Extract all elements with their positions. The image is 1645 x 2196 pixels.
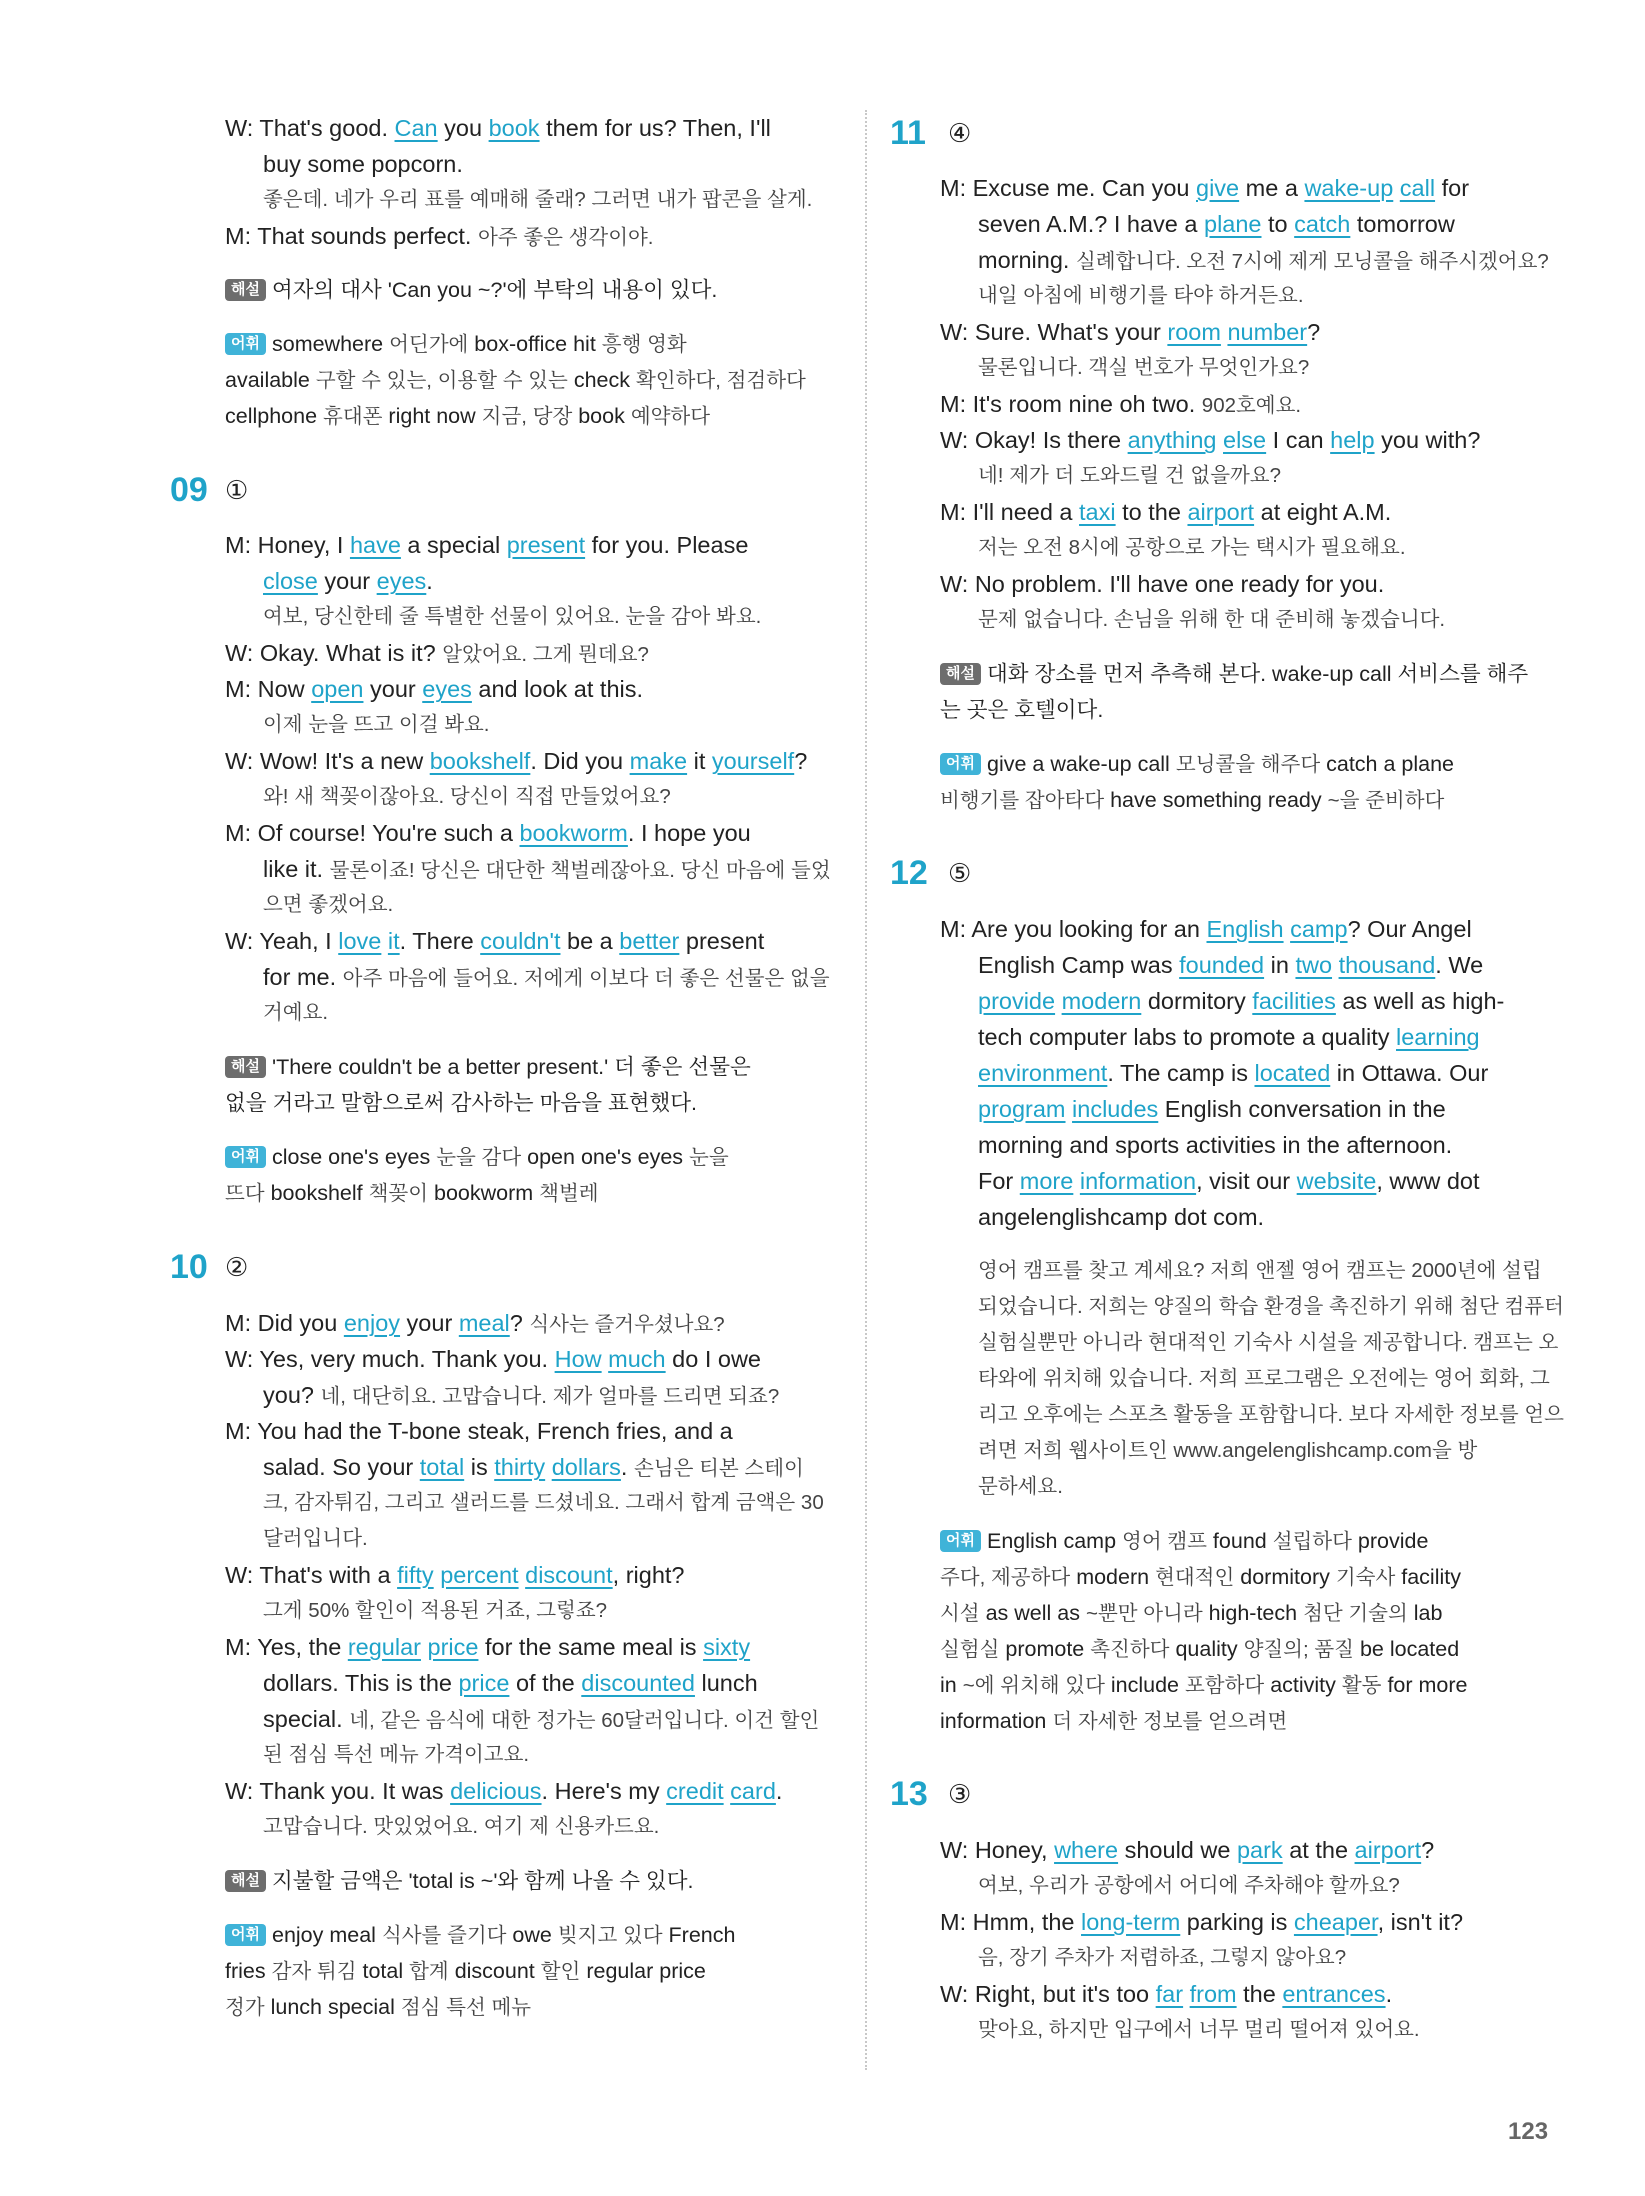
korean-translation: 네! 제가 더 도와드릴 건 없을까요?: [978, 464, 1282, 487]
dialogue-line: M: It's room nine oh two. 902호예요.: [940, 391, 1302, 417]
dialogue-line: close your eyes.: [263, 568, 433, 594]
vocabulary-note: 어휘 enjoy meal 식사를 즐기다 owe 빚지고 있다 French: [225, 1917, 735, 1954]
blank-answer: sixty: [703, 1634, 751, 1660]
dialogue-line: like it. 물론이죠! 당신은 대단한 책벌레잖아요. 당신 마음에 들었: [263, 856, 831, 882]
blank-answer: bookworm: [519, 820, 628, 846]
dialogue-line: salad. So your total is thirty dollars. 손님은 티본 스테이: [263, 1454, 804, 1480]
korean-translation: 거예요.: [263, 1001, 329, 1024]
blank-answer: website: [1296, 1168, 1377, 1194]
dialogue-line: M: Of course! You're such a bookworm. I hope you: [225, 820, 751, 846]
answer-mark: ②: [225, 1252, 249, 1282]
korean-translation: 문제 없습니다. 손님을 위해 한 대 준비해 놓겠습니다.: [978, 608, 1446, 631]
blank-answer: much: [608, 1346, 666, 1372]
blank-answer: room: [1167, 319, 1221, 345]
blank-answer: make: [629, 748, 688, 774]
vocabulary-note: 뜨다 bookshelf 책꽂이 bookworm 책벌레: [225, 1181, 599, 1205]
page-number: 123: [1508, 2118, 1549, 2145]
blank-answer: founded: [1179, 952, 1265, 978]
korean-translation: 달러입니다.: [263, 1527, 368, 1550]
dialogue-line: W: No problem. I'll have one ready for you.: [940, 571, 1385, 597]
dialogue-line: buy some popcorn.: [263, 151, 463, 177]
explanation-tag: 해설: [225, 1870, 266, 1892]
dialogue-line: W: Okay! Is there anything else I can help you with?: [940, 427, 1481, 453]
blank-answer: regular: [347, 1634, 421, 1660]
blank-answer: includes: [1072, 1096, 1159, 1122]
vocabulary-note: available 구할 수 있는, 이용할 수 있는 check 확인하다, 점검하다: [225, 368, 806, 392]
blank-answer: enjoy: [343, 1310, 401, 1336]
blank-answer: English: [1206, 916, 1284, 942]
blank-answer: How: [554, 1346, 602, 1372]
dialogue-line: provide modern dormitory facilities as well as high-: [978, 988, 1505, 1014]
vocabulary-note: in ~에 위치해 있다 include 포함하다 activity 활동 for more: [940, 1673, 1468, 1697]
dialogue-line: environment. The camp is located in Ottawa. Our: [978, 1060, 1489, 1086]
dialogue-line: tech computer labs to promote a quality learning: [978, 1024, 1480, 1050]
vocabulary-tag: 어휘: [225, 1924, 266, 1946]
dialogue-line: W: Sure. What's your room number?: [940, 319, 1321, 345]
blank-answer: entrances: [1282, 1981, 1386, 2007]
blank-answer: learning: [1396, 1024, 1480, 1050]
blank-answer: far: [1155, 1981, 1184, 2007]
blank-answer: from: [1189, 1981, 1237, 2007]
dialogue-line: for me. 아주 마음에 들어요. 저에게 이보다 더 좋은 선물은 없을: [263, 964, 830, 990]
vocabulary-note: 시설 as well as ~뿐만 아니라 high-tech 첨단 기술의 lab: [940, 1601, 1443, 1625]
question-number: 13: [890, 1775, 928, 1813]
dialogue-line: special. 네, 같은 음식에 대한 정가는 60달러입니다. 이건 할인: [263, 1706, 820, 1732]
vocabulary-tag: 어휘: [940, 753, 981, 775]
blank-answer: fifty: [397, 1562, 434, 1588]
dialogue-line: For more information, visit our website, www dot: [978, 1168, 1480, 1194]
blank-answer: close: [263, 568, 318, 594]
korean-translation: 와! 새 책꽂이잖아요. 당신이 직접 만들었어요?: [263, 785, 671, 808]
blank-answer: price: [458, 1670, 510, 1696]
blank-answer: book: [488, 115, 540, 141]
blank-answer: taxi: [1079, 499, 1116, 525]
dialogue-line: W: Thank you. It was delicious. Here's my credit card.: [225, 1778, 783, 1804]
answer-mark: ③: [948, 1779, 972, 1809]
vocabulary-note: 어휘 close one's eyes 눈을 감다 open one's eyes 눈을: [225, 1139, 729, 1176]
blank-answer: program: [978, 1096, 1066, 1122]
korean-translation: 으면 좋겠어요.: [263, 893, 394, 916]
vocabulary-note: 주다, 제공하다 modern 현대적인 dormitory 기숙사 facility: [940, 1565, 1461, 1589]
blank-answer: eyes: [376, 568, 427, 594]
explanation-note: 해설 여자의 대사 'Can you ~?'에 부탁의 내용이 있다.: [225, 272, 717, 308]
blank-answer: help: [1330, 427, 1375, 453]
dialogue-line: English Camp was founded in two thousand. We: [978, 952, 1484, 978]
blank-answer: camp: [1290, 916, 1348, 942]
explanation-note: 해설 대화 장소를 먼저 추측해 본다. wake-up call 서비스를 해주: [940, 656, 1528, 692]
blank-answer: meal: [458, 1310, 510, 1336]
korean-translation: 고맙습니다. 맛있었어요. 여기 제 신용카드요.: [263, 1815, 660, 1838]
blank-answer: card: [730, 1778, 776, 1804]
vocabulary-tag: 어휘: [940, 1530, 981, 1552]
korean-translation: 여보, 우리가 공항에서 어디에 주차해야 할까요?: [978, 1874, 1400, 1897]
vocabulary-note: 어휘 English camp 영어 캠프 found 설립하다 provide: [940, 1523, 1428, 1560]
blank-answer: more: [1019, 1168, 1074, 1194]
dialogue-line: M: Excuse me. Can you give me a wake-up call for: [940, 175, 1470, 201]
dialogue-line: W: Wow! It's a new bookshelf. Did you make it yourself?: [225, 748, 808, 774]
korean-translation: 영어 캠프를 찾고 계세요? 저희 앤젤 영어 캠프는 2000년에 설립: [978, 1259, 1542, 1282]
answer-mark: ①: [225, 475, 249, 505]
dialogue-line: M: Honey, I have a special present for you. Please: [225, 532, 749, 558]
explanation-tag: 해설: [225, 1056, 266, 1078]
blank-answer: delicious: [450, 1778, 542, 1804]
dialogue-line: morning. 실례합니다. 오전 7시에 제게 모닝콜을 해주시겠어요?: [978, 247, 1549, 273]
korean-translation: 되었습니다. 저희는 양질의 학습 환경을 촉진하기 위해 첨단 컴퓨터: [978, 1295, 1564, 1318]
korean-translation: 실험실뿐만 아니라 현대적인 기숙사 시설을 제공합니다. 캠프는 오: [978, 1331, 1559, 1354]
blank-answer: discounted: [581, 1670, 695, 1696]
vocabulary-note: 비행기를 잡아타다 have something ready ~을 준비하다: [940, 788, 1445, 812]
dialogue-line: morning and sports activities in the afternoon.: [978, 1132, 1453, 1158]
blank-answer: total: [419, 1454, 465, 1480]
korean-translation: 문하세요.: [978, 1475, 1063, 1498]
dialogue-line: M: Hmm, the long-term parking is cheaper, isn't it?: [940, 1909, 1464, 1935]
korean-translation: 이제 눈을 뜨고 이걸 봐요.: [263, 713, 490, 736]
blank-answer: eyes: [422, 676, 472, 702]
blank-answer: else: [1223, 427, 1267, 453]
dialogue-line: W: Honey, where should we park at the airport?: [940, 1837, 1435, 1863]
blank-answer: have: [349, 532, 401, 558]
korean-translation: 맞아요, 하지만 입구에서 너무 멀리 떨어져 있어요.: [978, 2018, 1420, 2041]
dialogue-line: program includes English conversation in the: [978, 1096, 1446, 1122]
vocabulary-note: fries 감자 튀김 total 합계 discount 할인 regular price: [225, 1959, 706, 1983]
korean-translation: 크, 감자튀김, 그리고 샐러드를 드셨네요. 그래서 합계 금액은 30: [263, 1491, 824, 1514]
answer-mark: ⑤: [948, 858, 972, 888]
answer-mark: ④: [948, 118, 972, 148]
blank-answer: located: [1254, 1060, 1331, 1086]
blank-answer: two: [1295, 952, 1333, 978]
dialogue-line: M: You had the T-bone steak, French fries, and a: [225, 1418, 733, 1444]
blank-answer: plane: [1204, 211, 1262, 237]
dialogue-line: M: Yes, the regular price for the same meal is sixty: [225, 1634, 751, 1660]
korean-translation: 려면 저희 웹사이트인 www.angelenglishcamp.com을 방: [978, 1439, 1478, 1462]
blank-answer: airport: [1354, 1837, 1422, 1863]
dialogue-line: W: That's with a fifty percent discount, right?: [225, 1562, 685, 1588]
korean-translation: 리고 오후에는 스포츠 활동을 포함합니다. 보다 자세한 정보를 얻으: [978, 1403, 1564, 1426]
dialogue-line: W: Right, but it's too far from the entrances.: [940, 1981, 1393, 2007]
dialogue-line: angelenglishcamp dot com.: [978, 1204, 1265, 1230]
dialogue-line: M: That sounds perfect. 아주 좋은 생각이야.: [225, 223, 654, 249]
blank-answer: couldn't: [480, 928, 561, 954]
blank-answer: provide: [978, 988, 1056, 1014]
dialogue-line: M: Did you enjoy your meal? 식사는 즐거우셨나요?: [225, 1310, 725, 1336]
blank-answer: modern: [1061, 988, 1142, 1014]
dialogue-line: W: Okay. What is it? 알았어요. 그게 뭔데요?: [225, 640, 649, 666]
korean-translation: 된 점심 특선 메뉴 가격이고요.: [263, 1743, 530, 1766]
dialogue-line: you? 네, 대단히요. 고맙습니다. 제가 얼마를 드리면 되죠?: [263, 1382, 780, 1408]
korean-translation: 여보, 당신한테 줄 특별한 선물이 있어요. 눈을 감아 봐요.: [263, 605, 762, 628]
explanation-note: 는 곳은 호텔이다.: [940, 698, 1104, 722]
blank-answer: airport: [1187, 499, 1255, 525]
korean-translation: 음, 장기 주차가 저렴하죠, 그렇지 않아요?: [978, 1946, 1347, 1969]
question-number: 10: [170, 1248, 208, 1286]
blank-answer: number: [1227, 319, 1308, 345]
explanation-tag: 해설: [940, 663, 981, 685]
blank-answer: thirty: [494, 1454, 546, 1480]
dialogue-line: M: Are you looking for an English camp? Our Angel: [940, 916, 1472, 942]
vocabulary-note: 어휘 somewhere 어딘가에 box-office hit 흥행 영화: [225, 326, 687, 363]
korean-translation: 그게 50% 할인이 적용된 거죠, 그렇죠?: [263, 1599, 608, 1622]
dialogue-line: W: Yes, very much. Thank you. How much do I owe: [225, 1346, 761, 1372]
blank-answer: park: [1236, 1837, 1283, 1863]
blank-answer: call: [1399, 175, 1436, 201]
blank-answer: thousand: [1338, 952, 1436, 978]
blank-answer: it: [387, 928, 400, 954]
explanation-note: 해설 'There couldn't be a better present.' 더 좋은 선물은: [225, 1049, 751, 1085]
blank-answer: price: [427, 1634, 479, 1660]
blank-answer: discount: [525, 1562, 613, 1588]
dialogue-line: W: That's good. Can you book them for us? Then, I'll: [225, 115, 771, 141]
blank-answer: give: [1196, 175, 1240, 201]
blank-answer: information: [1079, 1168, 1197, 1194]
blank-answer: bookshelf: [429, 748, 531, 774]
vocabulary-tag: 어휘: [225, 1146, 266, 1168]
question-number: 12: [890, 854, 928, 892]
blank-answer: credit: [666, 1778, 724, 1804]
korean-translation: 물론입니다. 객실 번호가 무엇인가요?: [978, 356, 1310, 379]
blank-answer: long-term: [1081, 1909, 1181, 1935]
column-divider: [865, 110, 867, 2070]
blank-answer: anything: [1127, 427, 1217, 453]
explanation-note: 해설 지불할 금액은 'total is ~'와 함께 나올 수 있다.: [225, 1863, 693, 1899]
blank-answer: present: [506, 532, 586, 558]
blank-answer: better: [619, 928, 680, 954]
explanation-tag: 해설: [225, 279, 266, 301]
question-number: 11: [890, 114, 926, 152]
korean-translation: 저는 오전 8시에 공항으로 가는 택시가 필요해요.: [978, 536, 1406, 559]
blank-answer: yourself: [711, 748, 795, 774]
blank-answer: facilities: [1252, 988, 1336, 1014]
question-number: 09: [170, 471, 208, 509]
vocabulary-note: 정가 lunch special 점심 특선 메뉴: [225, 1995, 532, 2019]
blank-answer: Can: [394, 115, 438, 141]
explanation-note: 없을 거라고 말함으로써 감사하는 마음을 표현했다.: [225, 1091, 697, 1115]
vocabulary-tag: 어휘: [225, 333, 266, 355]
dialogue-line: dollars. This is the price of the discounted lunch: [263, 1670, 758, 1696]
korean-translation: 좋은데. 네가 우리 표를 예매해 줄래? 그러면 내가 팝콘을 살게.: [263, 188, 813, 211]
dialogue-line: W: Yeah, I love it. There couldn't be a better present: [225, 928, 765, 954]
dialogue-line: seven A.M.? I have a plane to catch tomorrow: [978, 211, 1455, 237]
blank-answer: where: [1054, 1837, 1119, 1863]
blank-answer: environment: [978, 1060, 1108, 1086]
korean-translation: 내일 아침에 비행기를 타야 하거든요.: [978, 284, 1304, 307]
blank-answer: percent: [440, 1562, 519, 1588]
blank-answer: cheaper: [1293, 1909, 1378, 1935]
korean-translation: 타와에 위치해 있습니다. 저희 프로그램은 오전에는 영어 회화, 그: [978, 1367, 1550, 1390]
blank-answer: wake-up: [1304, 175, 1394, 201]
vocabulary-note: cellphone 휴대폰 right now 지금, 당장 book 예약하다: [225, 404, 711, 428]
blank-answer: catch: [1294, 211, 1351, 237]
blank-answer: love: [338, 928, 382, 954]
blank-answer: dollars: [551, 1454, 621, 1480]
vocabulary-note: 실험실 promote 촉진하다 quality 양질의; 품질 be located: [940, 1637, 1460, 1661]
dialogue-line: M: I'll need a taxi to the airport at eight A.M.: [940, 499, 1392, 525]
vocabulary-note: 어휘 give a wake-up call 모닝콜을 해주다 catch a plane: [940, 746, 1454, 783]
vocabulary-note: information 더 자세한 정보를 얻으려면: [940, 1709, 1288, 1733]
blank-answer: open: [311, 676, 364, 702]
dialogue-line: M: Now open your eyes and look at this.: [225, 676, 644, 702]
